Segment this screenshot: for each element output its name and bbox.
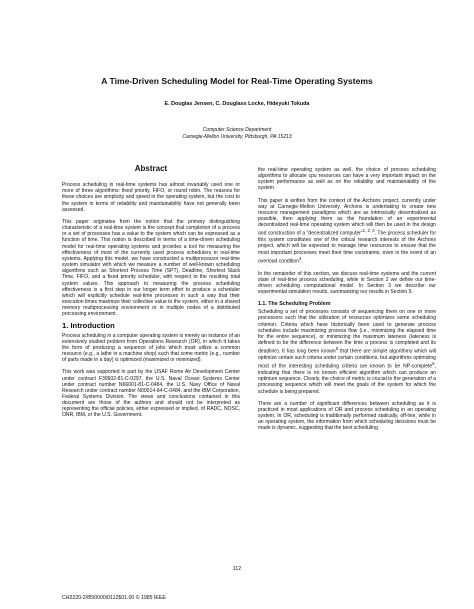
abstract-heading: Abstract	[134, 164, 168, 173]
body-paragraph-1: the real-time operating system as well, the choice of process scheduling algorithms to allocate cpu resources can have a very important impact on the system performance as well as on the reliability and maintainability of the system.	[258, 167, 436, 192]
p2-text-c: .	[301, 258, 303, 265]
p4-text-b: that there are simple algorithms which will optimize certain such criteria under certain conditions, but algorithms optimizing most of the interesting scheduling criteria are known to be NP-complete	[258, 348, 436, 370]
abstract-paragraph-2: This paper originates from the notion that the primary distinguishing characteristic of a real-time system is the concept that completion of a process or a set of processes has a value to the system which can be expressed as a function of time. This notion is described in terms of a time-driven scheduling model for real-time operating systems and provides a tool for measuring the effectiveness of most of the currently used process schedulers in real-time systems. Applying this model, we have constructed a multiprocessor real-time system simulator with which we measure a number of well-known scheduling algorithms such as Shortest Process Time (SPT), Deadline, Shortest Slack Time, FIFO, and a fixed priority scheduler, with respect to the resulting total system values. This approach to measuring the process scheduling effectiveness is a first step in our longer term effort to produce a scheduler which will explicitly schedule real-time processes in such a way that their execution times maximize their collective value to the system, either in a shared memory multiprocessing environment or in multiple nodes of a distributed processing environment.	[62, 218, 240, 318]
right-column	[258, 167, 436, 437]
authors: E. Douglas Jensen, C. Douglass Locke, Hideyuki Tokuda	[164, 101, 310, 107]
body-paragraph-5: There are a number of significant differences between scheduling as it is practiced in most applications of OR and process scheduling in an operating system. In OR, scheduling is traditionally performed statically, off-line, while in an operating system, the information from which scheduling decisions must be made is dynamic, suggesting that the best scheduling	[258, 400, 436, 432]
affiliation-department: Computer Science Department	[202, 127, 272, 133]
paper-title: A Time-Driven Scheduling Model for Real-Time Operating Systems	[101, 76, 373, 86]
p4-text-a: Scheduling a set of processes consists of sequencing them on one or more processors such that the utilization of resources optimizes some scheduling criterion. Criteria which have historically been used to generate process schedules include maximizing process flow (i.e., minimizing the elapsed time for the entire sequence), or minimizing the maximum lateness (lateness is defined to be the difference between the time a process is completed and its deadline). It has long been known	[258, 309, 436, 355]
citation-1-2-3: 1, 2, 3	[362, 228, 375, 234]
introduction-heading: 1. Introduction	[62, 321, 115, 331]
body-paragraph-3: In the remainder of this section, we discuss real-time systems and the current state of real-time process scheduling, while in Section 2 we define our time-driven scheduling computational model. In Section 3 we describe our experimental simulation results, summarizing our results in Section 5.	[258, 270, 436, 295]
body-paragraph-4	[258, 309, 436, 394]
citation-5: 5	[335, 346, 339, 352]
left-column	[62, 166, 240, 425]
p2-text-b: . The process scheduler for this system constitutes one of the critical research interests of the Archons project, which will be expected to manage time resources to ensure that the most important processes meet their time constraints, even in the event of an overload condition	[258, 231, 436, 265]
p4-text-c: , indicating that there is no known efficient algorithm which can produce an optimum sequence. Clearly, the choice of metric is crucial to the generation of a processing sequence which will meet the goals of the system for which the schedule is being prepared.	[258, 363, 436, 395]
page-number: 112	[232, 566, 242, 572]
body-paragraph-2	[258, 198, 436, 265]
affiliation	[0, 127, 474, 140]
citation-4: 4	[298, 255, 302, 261]
support-footnote: This work was supported in part by the USAF Rome Air Development Center under contract F30602-81-C-0297, the U.S. Naval Ocean Systems Center under contract number N66001-81-C-0484, the U.S. Navy Office of Naval Research under contract number N00014-84-C-0484, and the IBM Corporation, Federal Systems Division. The views and conclusions contained in this document are those of the authors and should not be interpreted as representing the official policies, either expressed or implied, of RADC, NOSC, ONR, IBM, or the U.S. Government.	[62, 369, 240, 419]
introduction-paragraph-1: Process scheduling in a computer operating system is merely an instance of an extensively studied problem from Operations Research (OR), in which it takes the form of producing a sequence of jobs which must utilize a common resource (e.g., a lathe in a machine shop) such that some metric (e.g., number of parts made in a day) is optimized (maximized or minimized).	[62, 332, 240, 364]
copyright-footer: CH2220-2/85/0000/0112$01.00 © 1985 IEEE	[62, 595, 166, 601]
citation-6: 6	[432, 361, 435, 367]
affiliation-university: Carnegie-Mellon University, Pittsburgh, PA 15213	[182, 133, 292, 140]
subsection-heading: 1.1. The Scheduling Problem	[258, 301, 331, 308]
abstract-paragraph-1: Process scheduling in real-time systems has almost invariably used one or more of three algorithms: fixed priority, FIFO, or round robin. The reasons for these choices are simplicity and speed in the operating system, but the cost to the system in terms of reliability and maintainability have not generally been assessed.	[62, 182, 240, 213]
p2-text-a: This paper is written from the context of the Archons project, currently under way at Carnegie-Mellon University. Archons is undertaking to create new resource management paradigms which are as intrinsically decentralized as possible, then applying them as the foundation of an experimental decentralized real-time operating system which will then be used in the design and construction of a "decentralized computer"	[258, 197, 436, 238]
